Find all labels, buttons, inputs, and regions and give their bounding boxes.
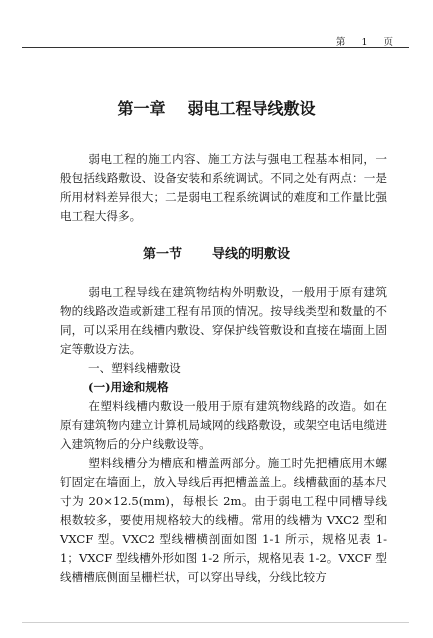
section-heading [0, 243, 433, 262]
section-number: 第一节 [142, 247, 182, 262]
page-header [22, 27, 409, 48]
section-intro-text: 弱电工程导线在建筑物结构外明敷设，一般用于原有建筑物的线路改造或新建工程有吊顶的情况。按导线类型和数量的不同，可以采用在线槽内敷设、穿保护线管敷设和直接在墙面上固定等敷设方法。 [60, 285, 387, 356]
intro-paragraph-text: 弱电工程的施工内容、施工方法与强电工程基本相同，一般包括线路敷设、设备安装和系统调试。不同之处有两点：一是所用材料差异很大；二是弱电工程系统调试的难度和工作量比强电工程大得多。 [60, 152, 387, 223]
subheading-plastic-trunking: 一、塑料线槽敷设 [88, 361, 181, 375]
usage-paragraph-text: 在塑料线槽内敷设一般用于原有建筑物线路的改造。如在原有建筑物内建立计算机局域网的线路敷设，或架空电话电缆进入建筑物后的分户线敷设等。 [60, 399, 387, 451]
subheading-usage-specs: (一)用途和规格 [88, 380, 169, 394]
section-intro-paragraph [60, 283, 387, 359]
specs-paragraph [60, 454, 387, 587]
chapter-number: 第一章 [117, 99, 166, 118]
usage-paragraph [60, 397, 387, 454]
page-number-label [336, 34, 395, 48]
page-number: 1 [361, 37, 370, 48]
page-prefix: 第 [335, 37, 348, 48]
chapter-heading [0, 96, 433, 119]
intro-paragraph [60, 150, 387, 226]
chapter-title: 弱电工程导线敷设 [187, 99, 316, 118]
bottom-rule [22, 622, 409, 623]
specs-paragraph-text: 塑料线槽分为槽底和槽盖两部分。施工时先把槽底用木螺钉固定在墙面上，放入导线后再把槽盖盖上。线槽截面的基本尺寸为 20×12.5(mm)，每根长 2m。由于弱电工程中同槽导线根数较多，要使用规格较大的线槽。常用的线槽为 VXC2 型和 VXCF 型。VXC2 型线槽横剖面如图 1-1 所示，规格见表 1-1；VXCF 型线槽外形如图 1-2 所示，规格见表 1-2。VXCF 型线槽槽底侧面呈栅栏状，可以穿出导线，分线比较方 [60, 456, 387, 584]
page-suffix: 页 [383, 37, 395, 48]
section-title: 导线的明敷设 [212, 247, 291, 262]
